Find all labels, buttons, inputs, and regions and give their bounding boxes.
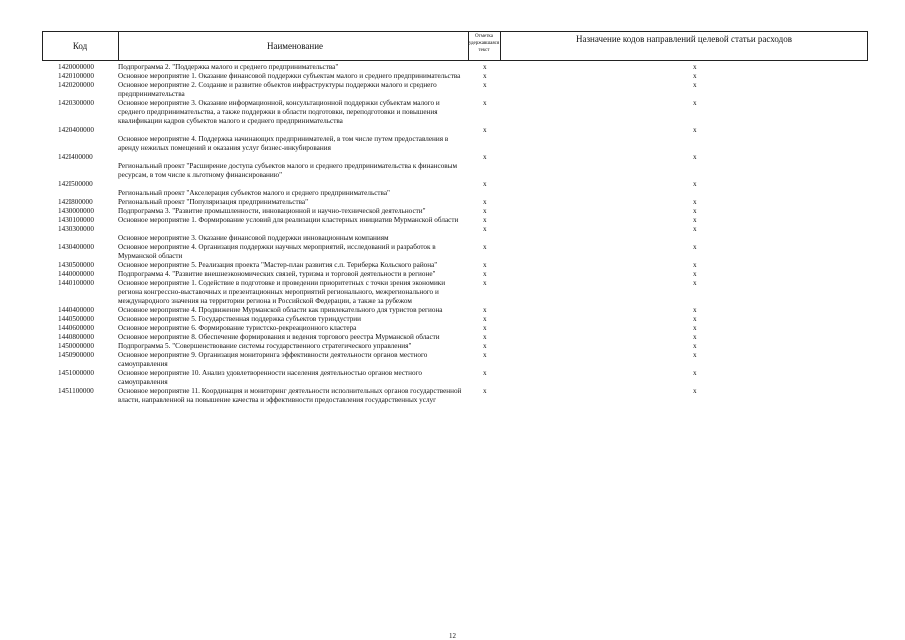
table-row [0,162,905,180]
row-mark: x [483,351,487,359]
row-purpose: x [693,72,697,80]
row-name: Региональный проект "Расширение доступа субъектов малого и среднего предпринимательства к финансовым ресурсам, в том числе к льготному финансированию" [118,162,458,179]
table-row [0,369,905,387]
table-row [0,351,905,369]
row-code: 1420000000 [58,63,94,71]
row-purpose: x [693,306,697,314]
row-name: Основное мероприятие 3. Оказание информационной, консультационной поддержки субъектам малого и среднего предпринимательства, а также поддержки в области подготовки, переподготовки и повышения квалификации кадров субъектов малого и среднего предпринимательства [118,99,440,125]
row-purpose: x [693,261,697,269]
row-purpose: x [693,270,697,278]
row-purpose: x [693,315,697,323]
row-code: 142I500000 [58,180,93,188]
table-row [0,180,905,189]
row-name: Региональный проект "Акселерация субъектов малого и среднего предпринимательства" [118,189,390,197]
row-name: Основное мероприятие 2. Создание и развитие объектов инфраструктуры поддержки малого и среднего предпринимательства [118,81,437,98]
row-code: 1440800000 [58,333,94,341]
table-row [0,81,905,99]
row-mark: x [483,198,487,206]
row-code: 1430100000 [58,216,94,224]
row-purpose: x [693,216,697,224]
row-name [118,225,463,234]
row-mark: x [483,72,487,80]
row-name: Основное мероприятие 5. Государственная поддержка субъектов туриндустрии [118,315,361,323]
row-name: Основное мероприятие 10. Анализ удовлетворенности населения деятельностью органов местного самоуправления [118,369,422,386]
row-name: Подпрограмма 3. "Развитие промышленности, инновационной и научно-технической деятельности" [118,207,426,215]
row-name: Основное мероприятие 1. Формирование условий для реализации кластерных инициатив Мурманской области [118,216,459,224]
row-name: Основное мероприятие 6. Формирование туристско-рекреационного кластера [118,324,357,332]
row-purpose: x [693,99,697,107]
header-mark: Отметка удержавшаяся текст [468,34,500,53]
row-mark: x [483,126,487,134]
row-name: Основное мероприятие 4. Продвижение Мурманской области как привлекательного для туристов региона [118,306,443,314]
row-code: 1450900000 [58,351,94,359]
header-name: Наименование [266,41,324,51]
row-mark: x [483,81,487,89]
row-code: 1440400000 [58,306,94,314]
table-row [0,72,905,81]
table-row [0,153,905,162]
row-name: Основное мероприятие 1. Оказание финансовой поддержки субъектам малого и среднего предпринимательства [118,72,461,80]
row-code: 1420300000 [58,99,94,107]
table-row [0,261,905,270]
row-mark: x [483,270,487,278]
table-row [0,63,905,72]
row-name: Подпрограмма 2. "Поддержка малого и среднего предпринимательства" [118,63,339,71]
row-mark: x [483,207,487,215]
table-row [0,324,905,333]
table-row [0,270,905,279]
table-row [0,207,905,216]
row-purpose: x [693,333,697,341]
row-purpose: x [693,126,697,134]
table-row [0,126,905,135]
table-row [0,225,905,234]
row-purpose: x [693,351,697,359]
row-mark: x [483,99,487,107]
row-mark: x [483,279,487,287]
row-code: 1450000000 [58,342,94,350]
row-mark: x [483,261,487,269]
table-row [0,216,905,225]
row-mark: x [483,315,487,323]
table-row [0,135,905,153]
table-row [0,306,905,315]
row-code: 1420100000 [58,72,94,80]
table-row [0,342,905,351]
table-header [42,31,868,61]
row-code: 1420400000 [58,126,94,134]
row-name: Подпрограмма 5. "Совершенствование системы государственного стратегического управления" [118,342,412,350]
row-name [118,126,463,135]
row-code: 1430300000 [58,225,94,233]
row-mark: x [483,225,487,233]
row-name: Основное мероприятие 8. Обеспечение формирования и ведения торгового реестра Мурманской области [118,333,440,341]
row-code: 142I400000 [58,153,93,161]
table-row [0,279,905,306]
row-mark: x [483,387,487,395]
row-purpose: x [693,369,697,377]
row-purpose: x [693,207,697,215]
row-mark: x [483,180,487,188]
row-purpose: x [693,387,697,395]
row-name: Подпрограмма 4. "Развитие внешнеэкономических связей, туризма и торговой деятельности в регионе" [118,270,436,278]
row-mark: x [483,342,487,350]
row-name: Основное мероприятие 11. Координация и мониторинг деятельности исполнительных органов государственной власти, направленной на повышение качества и эффективности предоставления государственных услуг [118,387,462,404]
table-row [0,333,905,342]
row-mark: x [483,306,487,314]
row-code: 1420200000 [58,81,94,89]
row-name: Основное мероприятие 4. Поддержка начинающих предпринимателей, в том числе путем предоставления в аренду нежилых помещений и оказания услуг бизнес-инкубирования [118,135,449,152]
row-name: Основное мероприятие 1. Содействие в подготовке и проведении приоритетных с точки зрения экономики региона конгрессно-выставочных и презентационных мероприятий регионального, межрегионального и международного значения на территории региона и Российской Федерации, а также за рубежом [118,279,446,305]
row-mark: x [483,333,487,341]
row-code: 1451000000 [58,369,94,377]
row-name: Региональный проект "Популяризация предпринимательства" [118,198,309,206]
row-mark: x [483,243,487,251]
row-purpose: x [693,279,697,287]
row-code: 1440100000 [58,279,94,287]
table-row [0,387,905,405]
page-number: 12 [449,632,456,640]
row-code: 1430000000 [58,207,94,215]
row-code: 142I800000 [58,198,93,206]
table-row [0,315,905,324]
row-purpose: x [693,180,697,188]
row-mark: x [483,153,487,161]
row-purpose: x [693,153,697,161]
row-code: 1451100000 [58,387,94,395]
row-purpose: x [693,324,697,332]
row-mark: x [483,216,487,224]
row-purpose: x [693,198,697,206]
row-code: 1440000000 [58,270,94,278]
row-purpose: x [693,243,697,251]
row-name: Основное мероприятие 3. Оказание финансовой поддержки инновационным компаниям [118,234,389,242]
table-body [0,63,905,405]
row-purpose: x [693,342,697,350]
table-row [0,189,905,198]
row-name [118,180,463,189]
row-name [118,153,463,162]
row-code: 1430400000 [58,243,94,251]
row-mark: x [483,324,487,332]
header-purpose: Назначение кодов направлений целевой статьи расходов [575,34,792,44]
row-purpose: x [693,81,697,89]
row-purpose: x [693,63,697,71]
row-code: 1430500000 [58,261,94,269]
table-row [0,198,905,207]
row-name: Основное мероприятие 4. Организация поддержки научных мероприятий, исследований и разработок в Мурманской области [118,243,436,260]
table-row [0,234,905,243]
table-row [0,243,905,261]
row-purpose: x [693,225,697,233]
row-mark: x [483,369,487,377]
row-code: 1440500000 [58,315,94,323]
row-name: Основное мероприятие 5. Реализация проекта "Мастер-план развития с.п. Териберка Кольского района" [118,261,438,269]
table-row [0,99,905,126]
row-code: 1440600000 [58,324,94,332]
header-code: Код [72,41,88,51]
row-name: Основное мероприятие 9. Организация мониторинга эффективности деятельности органов местного самоуправления [118,351,428,368]
row-mark: x [483,63,487,71]
